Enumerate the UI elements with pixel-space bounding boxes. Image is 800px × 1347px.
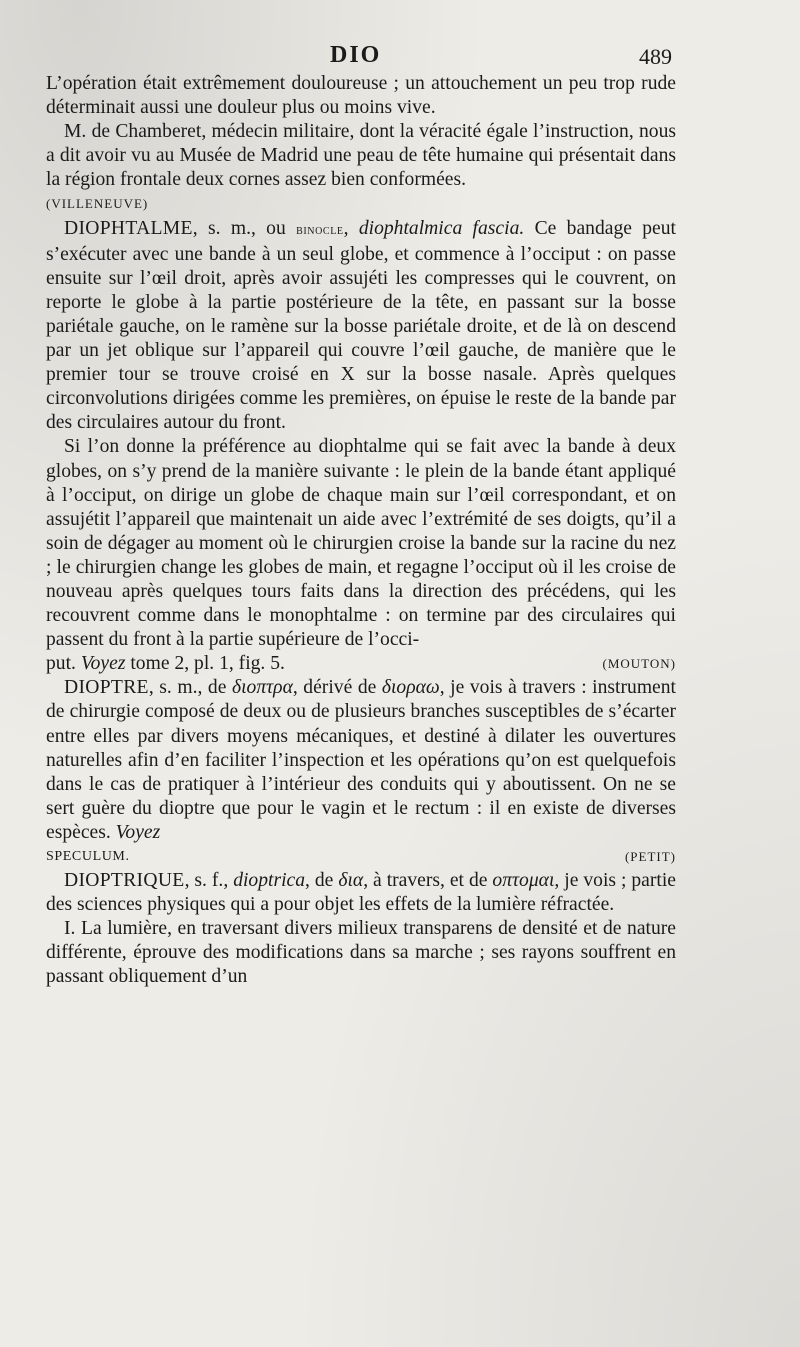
voyez-label: Voyez: [115, 821, 161, 843]
reference-line: [46, 652, 676, 676]
running-head: DIO: [330, 42, 382, 68]
paragraph-2: M. de Chamberet, médecin militaire, dont la véracité égale l’instruction, nous a dit avoir vu au Musée de Madrid une peau de tête humaine qui présentait dans la région frontale deux cornes assez bien conformées.: [46, 121, 676, 191]
reference-line: [46, 845, 676, 869]
entry-title-dioptrique: DIOPTRIQUE: [64, 870, 185, 892]
page-number: 489: [639, 44, 672, 69]
cross-reference-speculum: SPECULUM.: [46, 849, 130, 864]
entry-title-diophtalme: DIOPHTALME: [64, 217, 193, 239]
greek-term: δια: [338, 870, 364, 892]
reference-lead: put.: [46, 653, 81, 675]
entry-text: , de: [305, 870, 339, 892]
page-header: [0, 42, 800, 72]
signature-villeneuve: (VILLENEUVE): [46, 196, 149, 212]
entry-text: , s. f.,: [184, 870, 234, 892]
entry-dioptrique: [46, 869, 676, 917]
latin-term: dioptrica: [233, 870, 306, 892]
entry-text: , je vois ; partie des sciences physiques qui a pour objet les effets de la lumière réfractée.: [46, 870, 676, 916]
voyez-label: Voyez: [80, 653, 126, 675]
greek-term: οπτομαι: [492, 870, 555, 892]
entry-text: ,: [343, 217, 359, 239]
entry-text: , je vois à travers : instrument de chirurgie composé de deux ou de plusieurs branches susceptibles de s’écarter entre elles par divers moyens mécaniques, et destiné à dilater les ouvertures naturelles afin d’en faciliter l’inspection et les opérations qu’on est quelquefois dans le cas de pratiquer à l’intérieur des conduits qui y aboutissent. On ne se sert guère du dioptre que pour le vagin et le rectum : il en existe de diverses espèces.: [46, 677, 676, 843]
latin-term: diophtalmica fascia.: [358, 217, 525, 239]
term-binocle: binocle: [296, 222, 344, 238]
greek-term: διοπτρα: [231, 677, 293, 699]
paragraph-text: Si l’on donne la préférence au diophtalme qui se fait avec la bande à deux globes, on s’y prend de la manière suivante : le plein de la bande étant appliqué à l’occiput, on dirige un globe de chaque main sur l’œil correspondant, et on assujétit l’appareil que maintenait un aide avec l’extrémité de ses doigts, qu’il a soin de dégager au moment où le chirurgien croise la bande sur la racine du nez ; le chirurgien change les globes de main, et regagne l’occiput où il les croise de nouveau après quelques tours faits dans la direction des précédens, qui les recouvrent comme dans le monophtalme : on termine par des circulaires qui passent du front à la partie supérieure de l’occi-: [46, 436, 676, 651]
body-text: [46, 72, 676, 990]
entry-diophtalme: [46, 217, 676, 436]
entry-text: , à travers, et de: [363, 870, 493, 892]
paragraph-1: L’opération était extrêmement douloureuse ; un attouchement un peu trop rude déterminait aussi une douleur plus ou moins vive.: [46, 73, 676, 119]
paragraph-4: [46, 435, 676, 652]
entry-text: , s. m., de: [148, 677, 232, 699]
reference-figure: tome 2, pl. 1, fig. 5.: [125, 653, 285, 675]
entry-title-dioptre: DIOPTRE: [64, 677, 149, 699]
entry-text: Ce bandage peut s’exécuter avec une bande à un seul globe, et commence à l’occiput : on passe ensuite sur l’œil droit, après avoir assujéti les compresses qui le couvrent, on reporte le globe à la partie postérieure de la tête, en passant sur la bosse pariétale gauche, on le ramène sur la bosse pariétale droite, et de là on descend par un jet oblique sur l’appareil qui couvre l’œil gauche, de manière que le premier tour se trouve croisé en X sur la bosse nasale. Après quelques circonvolutions dirigées comme les premières, on épuise le reste de la bande par des circulaires autour du front.: [46, 217, 676, 434]
entry-text: , s. m., ou: [192, 217, 297, 239]
paragraph-6: I. La lumière, en traversant divers milieux transparens de densité et de nature différente, éprouve des modifications dans sa marche ; ses rayons souffrent en passant obliquement d’un: [46, 918, 676, 988]
entry-text: , dérivé de: [292, 677, 382, 699]
signature-petit: (PETIT): [624, 849, 676, 864]
greek-term: διοραω: [381, 677, 440, 699]
signature-mouton: (MOUTON): [602, 656, 676, 672]
entry-dioptre: [46, 676, 676, 845]
reference-text: [46, 652, 285, 676]
